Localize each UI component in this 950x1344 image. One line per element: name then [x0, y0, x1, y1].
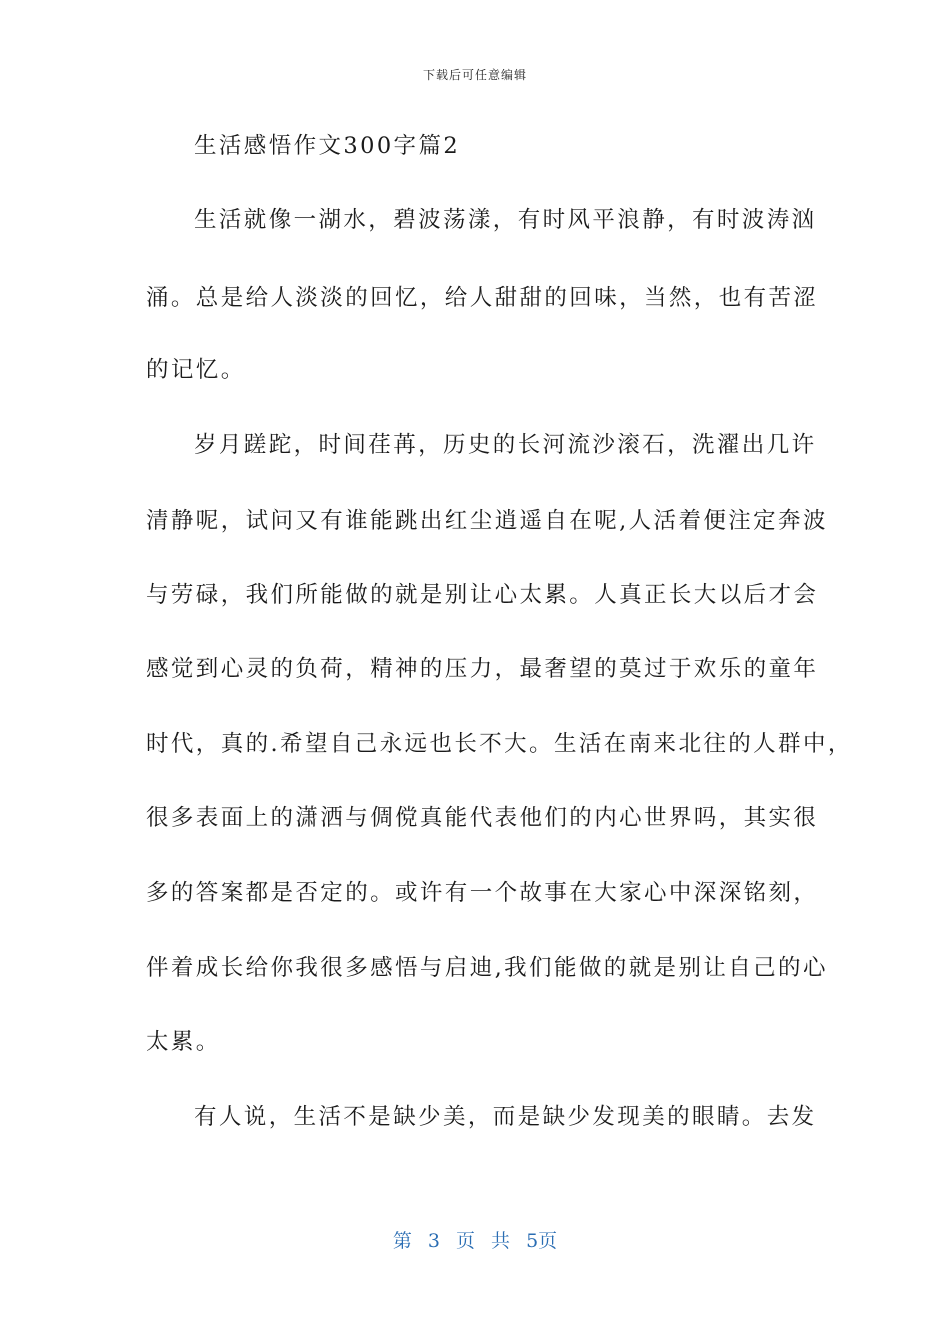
paragraph-line: 伴着成长给你我很多感悟与启迪,我们能做的就是别让自己的心: [146, 955, 828, 981]
paragraph-line: 很多表面上的潇洒与倜傥真能代表他们的内心世界吗，其实很: [146, 805, 819, 831]
page-header-note: 下载后可任意编辑: [422, 68, 527, 82]
paragraph-line: 生活就像一湖水，碧波荡漾，有时风平浪静，有时波涛汹: [194, 207, 817, 233]
page-number: 第 3 页 共 5页: [392, 1230, 558, 1252]
paragraph-line: 有人说，生活不是缺少美，而是缺少发现美的眼睛。去发: [194, 1104, 817, 1130]
paragraph-line: 清静呢，试问又有谁能跳出红尘逍遥自在呢,人活着便注定奔波: [146, 508, 828, 534]
paragraph-line: 涌。总是给人淡淡的回忆，给人甜甜的回味，当然，也有苦涩: [146, 285, 819, 311]
paragraph-line: 太累。: [146, 1029, 221, 1055]
article-title: 生活感悟作文300字篇2: [194, 133, 461, 159]
paragraph-line: 时代，真的.希望自己永远也长不大。生活在南来北往的人群中，: [146, 731, 853, 757]
paragraph-line: 感觉到心灵的负荷，精神的压力，最奢望的莫过于欢乐的童年: [146, 656, 819, 682]
paragraph-line: 的记忆。: [146, 357, 246, 383]
paragraph-line: 岁月蹉跎，时间荏苒，历史的长河流沙滚石，洗濯出几许: [194, 432, 817, 458]
paragraph-line: 与劳碌，我们所能做的就是别让心太累。人真正长大以后才会: [146, 582, 819, 608]
paragraph-line: 多的答案都是否定的。或许有一个故事在大家心中深深铭刻，: [146, 880, 819, 906]
